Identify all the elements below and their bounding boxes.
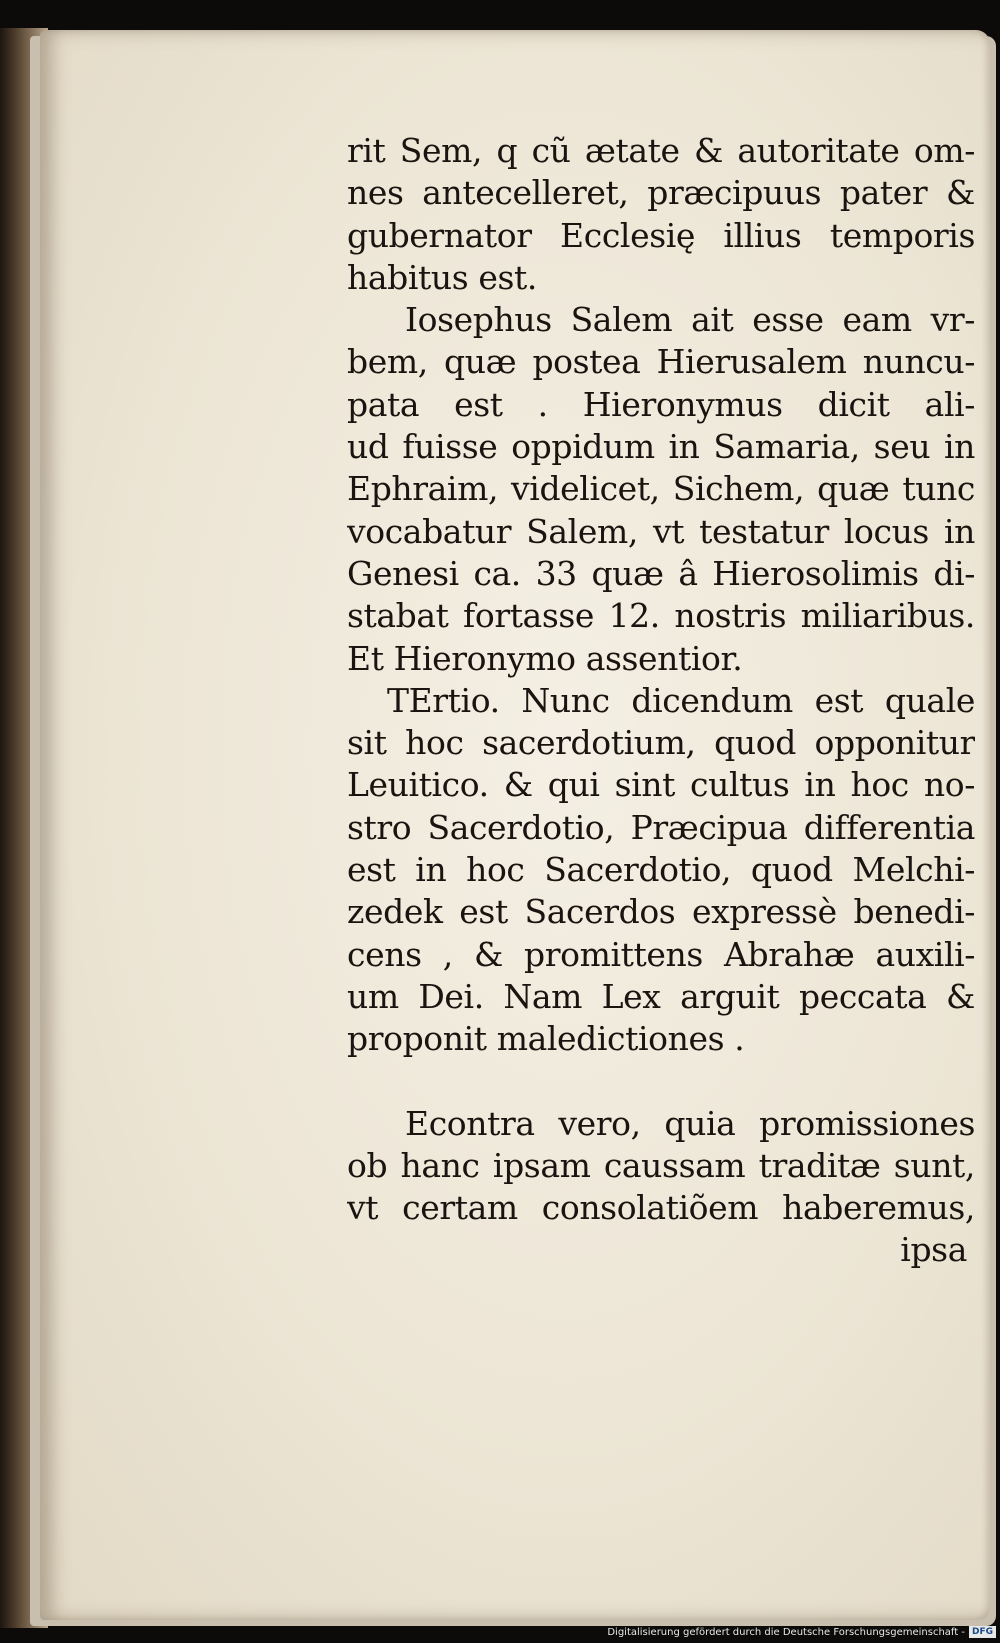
text-line: stro Sacerdotio, Præcipua differentia xyxy=(347,807,975,847)
text-line: Econtra vero, quia promissiones xyxy=(405,1103,975,1143)
text-line: gubernator Ecclesię illius temporis xyxy=(347,215,975,255)
text-line: ob hanc ipsam caussam traditæ sunt, xyxy=(347,1145,975,1185)
text-line: zedek est Sacerdos expressè benedi- xyxy=(347,892,975,932)
text-line: TErtio. Nunc dicendum est quale xyxy=(387,680,975,720)
page-text xyxy=(347,130,975,1272)
text-line: vocabatur Salem, vt testatur locus in xyxy=(347,511,975,551)
paragraph-gap xyxy=(347,1061,975,1103)
text-line: pata est . Hieronymus dicit ali- xyxy=(347,384,975,424)
text-line: nes antecelleret, præcipuus pater & xyxy=(347,173,975,213)
text-line: sit hoc sacerdotium, quod opponitur xyxy=(347,723,975,763)
text-line: Ephraim, videlicet, Sichem, quæ tunc xyxy=(347,469,975,509)
digitization-credit xyxy=(600,1624,996,1640)
text-line: Iosephus Salem ait esse eam vr- xyxy=(405,300,975,340)
dfg-logo: DFG xyxy=(969,1626,996,1638)
text-line: ud fuisse oppidum in Samaria, seu in xyxy=(347,427,975,467)
text-line: habitus est. xyxy=(347,257,537,297)
text-line: Et Hieronymo assentior. xyxy=(347,638,743,678)
text-line: um Dei. Nam Lex arguit peccata & xyxy=(347,976,975,1016)
text-line: rit Sem, q cũ ætate & autoritate om- xyxy=(347,131,975,170)
text-line: Genesi ca. 33 quæ â Hierosolimis di- xyxy=(347,553,975,593)
credit-text: Digitalisierung gefördert durch die Deutsche Forschungsgemeinschaft - xyxy=(607,1626,965,1638)
text-line: bem, quæ postea Hierusalem nuncu- xyxy=(347,342,975,382)
catchword: ipsa xyxy=(900,1230,967,1270)
text-line: vt certam consolatiõem haberemus, xyxy=(347,1188,975,1228)
text-line: est in hoc Sacerdotio, quod Melchi- xyxy=(347,850,975,890)
text-line: proponit maledictiones . xyxy=(347,1019,745,1059)
text-line: stabat fortasse 12. nostris miliaribus. xyxy=(347,596,975,636)
text-line: Leuitico. & qui sint cultus in hoc no- xyxy=(347,765,975,805)
text-line: cens , & promittens Abrahæ auxili- xyxy=(347,934,975,974)
